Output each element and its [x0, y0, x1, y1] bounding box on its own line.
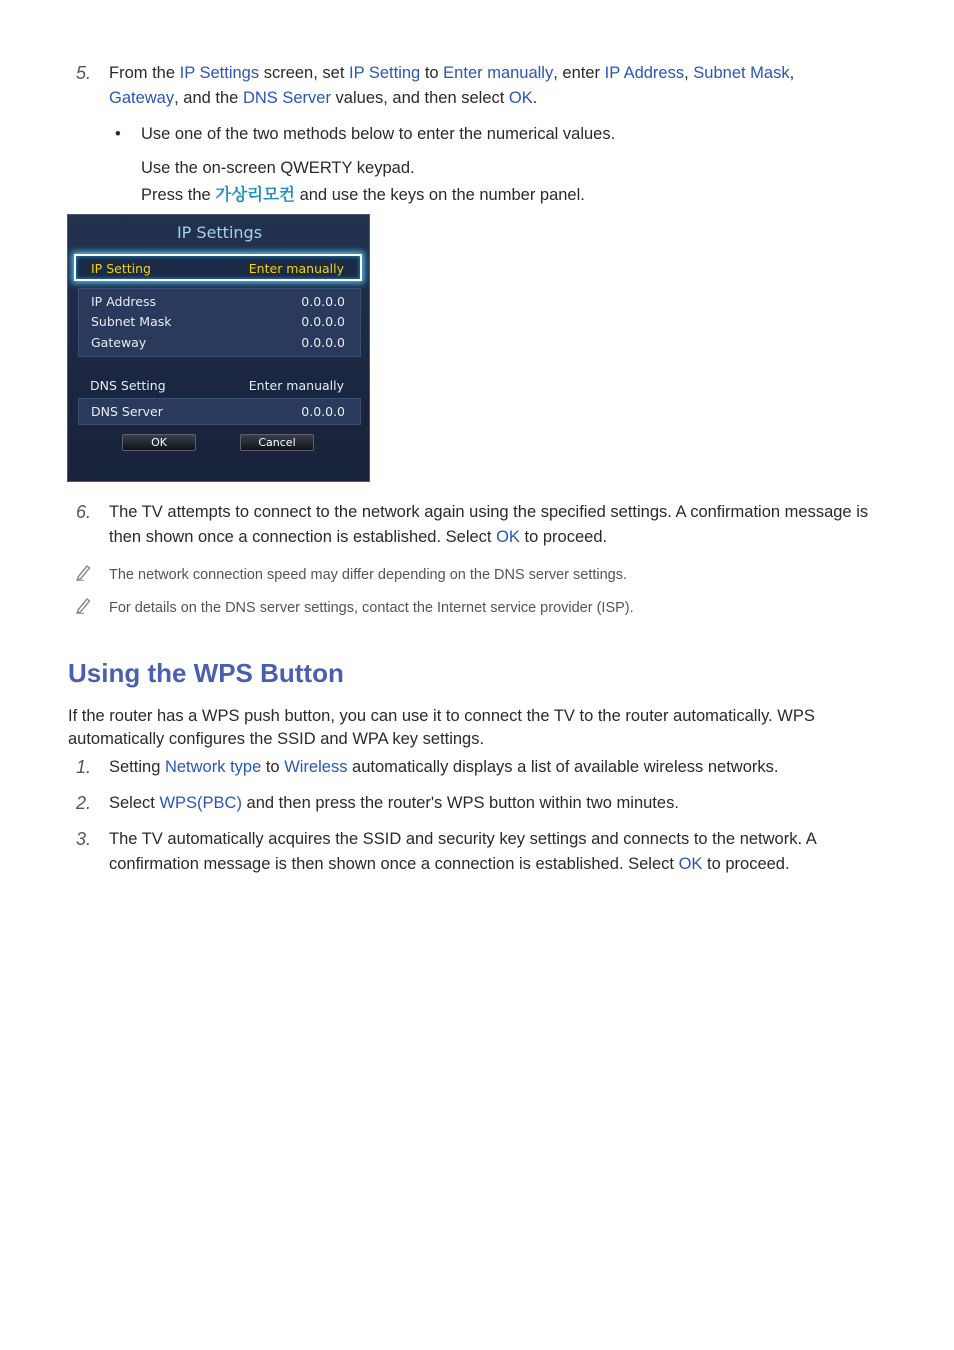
- ok-button[interactable]: OK: [122, 434, 196, 451]
- gateway-label: Gateway: [91, 335, 147, 350]
- step-number: 2.: [76, 793, 92, 813]
- note-text: For details on the DNS server settings, contact the Internet service provider (ISP).: [109, 600, 634, 616]
- step-number: 6.: [76, 502, 92, 522]
- pencil-icon: [74, 563, 92, 581]
- step-number: 5.: [76, 63, 92, 83]
- dns-server-group: [78, 398, 361, 425]
- step-text: The TV automatically acquires the SSID and security key settings and connects to the network. A confirmation message is then shown once a connection is established. Select OK to proceed.: [109, 830, 816, 873]
- pencil-icon: [74, 596, 92, 614]
- step-text: Select WPS(PBC) and then press the router's WPS button within two minutes.: [109, 794, 679, 812]
- step-number: 3.: [76, 829, 92, 849]
- note-text: The network connection speed may differ depending on the DNS server settings.: [109, 567, 627, 583]
- ip-address-label: IP Address: [91, 294, 156, 309]
- dns-server-value: 0.0.0.0: [301, 404, 345, 419]
- dns-setting-label: DNS Setting: [90, 378, 166, 393]
- step-text: The TV attempts to connect to the network again using the specified settings. A confirmation message is then shown once a connection is established. Select OK to proceed.: [109, 503, 869, 546]
- method-qwerty: Use the on-screen QWERTY keypad.: [141, 159, 415, 177]
- section-heading: Using the WPS Button: [68, 658, 344, 688]
- bullet-mark: •: [115, 125, 121, 143]
- ip-fields-group: [78, 288, 361, 357]
- subnet-mask-label: Subnet Mask: [91, 314, 172, 329]
- step-text: From the IP Settings screen, set IP Setting to Enter manually, enter IP Address, Subnet Mask, Gateway, and the DNS Server values, and then select OK.: [109, 64, 795, 107]
- ip-address-value: 0.0.0.0: [301, 294, 345, 309]
- ip-setting-row[interactable]: [74, 254, 362, 281]
- method-remote: Press the 가상리모컨 and use the keys on the number panel.: [141, 186, 585, 204]
- dns-server-label: DNS Server: [91, 404, 163, 419]
- bullet-text: Use one of the two methods below to enter the numerical values.: [141, 125, 616, 143]
- dns-setting-value: Enter manually: [248, 378, 344, 393]
- gateway-value: 0.0.0.0: [301, 335, 345, 350]
- subnet-mask-value: 0.0.0.0: [301, 314, 345, 329]
- step-text: Setting Network type to Wireless automatically displays a list of available wireless networks.: [109, 758, 779, 776]
- dialog-title: IP Settings: [176, 223, 263, 242]
- cancel-button[interactable]: Cancel: [240, 434, 314, 451]
- virtual-remote-keyword: 가상리모컨: [215, 186, 295, 204]
- ip-setting-value: Enter manually: [248, 261, 344, 276]
- ip-setting-label: IP Setting: [91, 261, 151, 276]
- ip-settings-dialog: [67, 214, 370, 482]
- intro-paragraph: If the router has a WPS push button, you can use it to connect the TV to the router automatically. WPS automatically configures the SSID and WPA key settings.: [68, 707, 815, 748]
- step-number: 1.: [76, 757, 92, 777]
